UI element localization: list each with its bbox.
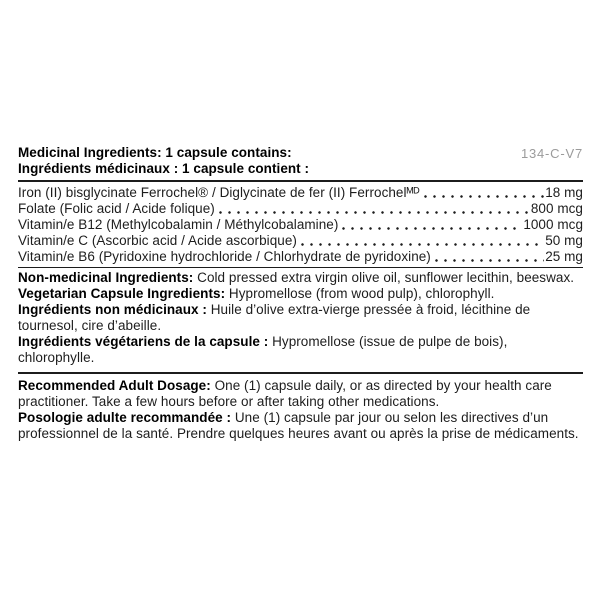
dosage-en: [18, 378, 583, 410]
nonmedicinal-en: [18, 270, 583, 286]
veg-capsule-fr: [18, 334, 583, 366]
dosage-en-label: Recommended Adult Dosage:: [18, 378, 211, 393]
divider-nonmedicinal: [18, 267, 583, 268]
dosage-fr-text: Une (1) capsule par jour ou selon les directives d’un professionnel de la santé. Prendre quelques heures avant ou après la prise de médicaments.: [18, 410, 579, 441]
medicinal-header-row: [18, 145, 583, 177]
ingredient-name: Iron (II) bisglycinate Ferrochel® / Diglycinate de fer (II) Ferrochelᴹᴰ: [18, 185, 420, 200]
label-version-code: 134-C-V7: [520, 146, 583, 161]
dosage-en-text: One (1) capsule daily, or as directed by your health care practitioner. Take a few hours before or after taking other medications.: [18, 378, 552, 409]
nonmedicinal-fr-text: Huile d’olive extra-vierge pressée à froid, lécithine de tournesol, cire d’abeille.: [18, 302, 531, 333]
ingredient-name: Vitamin/e B12 (Methylcobalamin / Méthylcobalamine): [18, 217, 339, 232]
dot-leader: [216, 201, 530, 217]
veg-capsule-en: [18, 286, 583, 302]
ingredient-row-b12: [18, 217, 583, 233]
ingredient-row-folate: [18, 201, 583, 217]
ingredient-amount: 18 mg: [545, 185, 583, 200]
ingredient-row-c: [18, 233, 583, 249]
dot-leader: [298, 233, 544, 249]
ingredient-row-b6: [18, 249, 583, 265]
ingredient-name: Vitamin/e B6 (Pyridoxine hydrochloride / Chlorhydrate de pyridoxine): [18, 249, 431, 264]
divider-dosage: [18, 372, 583, 374]
veg-capsule-en-text: Hypromellose (from wood pulp), chlorophyll.: [228, 286, 495, 301]
nonmedicinal-fr: [18, 302, 583, 334]
veg-capsule-en-label: Vegetarian Capsule Ingredients:: [18, 286, 226, 301]
medicinal-header-en: Medicinal Ingredients: 1 capsule contains:: [18, 145, 292, 160]
ingredient-amount: 50 mg: [545, 233, 583, 248]
label-content: [18, 145, 583, 442]
divider-header: [18, 180, 583, 182]
nonmedicinal-en-label: Non-medicinal Ingredients:: [18, 270, 194, 285]
dot-leader: [421, 185, 545, 201]
dosage-fr-label: Posologie adulte recommandée :: [18, 410, 232, 425]
nonmedicinal-en-text: Cold pressed extra virgin olive oil, sunflower lecithin, beeswax.: [197, 270, 575, 285]
medicinal-ingredients-table: [18, 185, 583, 265]
veg-capsule-fr-text: Hypromellose (issue de pulpe de bois), chlorophylle.: [18, 334, 508, 365]
medicinal-header: [18, 145, 309, 177]
nonmedicinal-fr-label: Ingrédients non médicinaux :: [18, 302, 207, 317]
medicinal-header-fr: Ingrédients médicinaux : 1 capsule contient :: [18, 161, 310, 176]
ingredient-row-iron: [18, 185, 583, 201]
ingredient-amount: 800 mcg: [530, 201, 583, 216]
ingredient-amount: 25 mg: [545, 249, 583, 264]
dot-leader: [432, 249, 544, 265]
ingredient-name: Vitamin/e C (Ascorbic acid / Acide ascorbique): [18, 233, 297, 248]
veg-capsule-fr-label: Ingrédients végétariens de la capsule :: [18, 334, 269, 349]
dot-leader: [339, 217, 522, 233]
ingredient-name: Folate (Folic acid / Acide folique): [18, 201, 215, 216]
dosage-fr: [18, 410, 583, 442]
ingredient-amount: 1000 mcg: [523, 217, 583, 232]
